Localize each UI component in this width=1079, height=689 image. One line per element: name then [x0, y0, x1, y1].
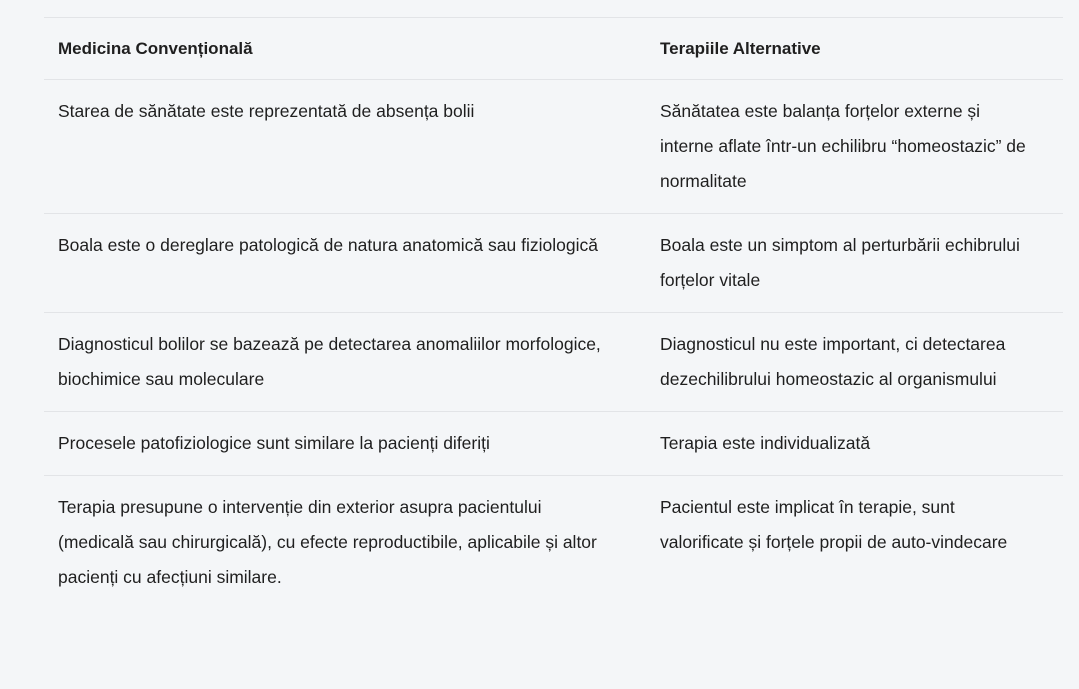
header-alternative-therapies: Terapiile Alternative	[660, 39, 821, 58]
table-row	[44, 412, 1063, 476]
cell-alternative: Pacientul este implicat în terapie, sunt valorificate și forțele propii de auto-vindecare	[660, 497, 1008, 552]
table-row	[44, 476, 1063, 610]
table-header-row	[44, 18, 1063, 80]
header-conventional-medicine: Medicina Convențională	[58, 39, 253, 58]
cell-conventional: Terapia presupune o intervenție din exterior asupra pacientului (medicală sau chirurgicală), cu efecte reproductibile, aplicabile și altor pacienți cu afecțiuni similare.	[58, 497, 597, 587]
cell-alternative: Terapia este individualizată	[660, 433, 871, 453]
cell-alternative: Boala este un simptom al perturbării echibrului forțelor vitale	[660, 235, 1020, 290]
cell-alternative: Diagnosticul nu este important, ci detectarea dezechilibrului homeostazic al organismului	[660, 334, 1006, 389]
cell-alternative: Sănătatea este balanța forțelor externe și interne aflate într-un echilibru “homeostazic” de normalitate	[660, 101, 1026, 191]
comparison-table	[44, 17, 1063, 609]
table-row	[44, 313, 1063, 412]
comparison-table-container	[44, 17, 1063, 609]
table-row	[44, 214, 1063, 313]
cell-conventional: Boala este o dereglare patologică de natura anatomică sau fiziologică	[58, 235, 598, 255]
table-row	[44, 80, 1063, 214]
cell-conventional: Diagnosticul bolilor se bazează pe detectarea anomaliilor morfologice, biochimice sau moleculare	[58, 334, 601, 389]
cell-conventional: Starea de sănătate este reprezentată de absența bolii	[58, 101, 475, 121]
cell-conventional: Procesele patofiziologice sunt similare la pacienți diferiți	[58, 433, 490, 453]
